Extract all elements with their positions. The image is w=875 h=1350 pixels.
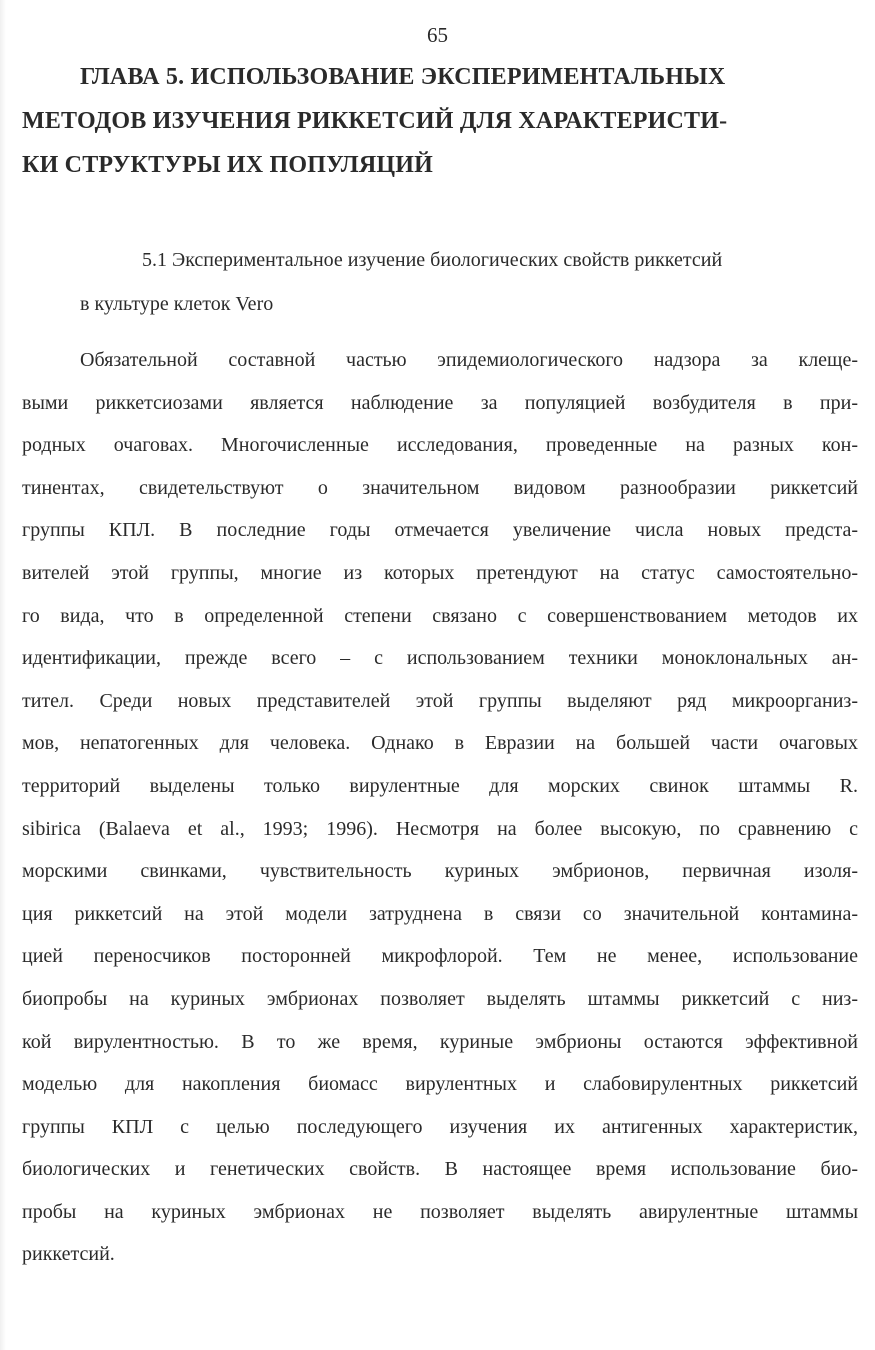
paragraph-line: пробы на куриных эмбрионах не позволяет выделять авирулентные штаммы: [22, 1200, 858, 1223]
paragraph-line: риккетсий.: [22, 1243, 115, 1266]
page-number: 65: [427, 23, 448, 47]
paragraph-line: цией переносчиков посторонней микрофлорой. Тем не менее, использование: [22, 945, 858, 968]
paragraph-line: группы КПЛ с целью последующего изучения их антигенных характеристик,: [22, 1115, 858, 1138]
paragraph-line: идентификации, прежде всего – с использованием техники моноклональных ан-: [22, 647, 858, 670]
paragraph-line: тинентах, свидетельствуют о значительном видовом разнообразии риккетсий: [22, 476, 858, 499]
paragraph-line: мов, непатогенных для человека. Однако в Евразии на большей части очаговых: [22, 732, 858, 755]
scan-edge: [0, 0, 6, 1350]
paragraph-line: sibirica (Balaeva et al., 1993; 1996). Несмотря на более высокую, по сравнению с: [22, 817, 858, 840]
chapter-title: [22, 55, 858, 187]
chapter-title-line: МЕТОДОВ ИЗУЧЕНИЯ РИККЕТСИЙ ДЛЯ ХАРАКТЕРИСТИ-: [22, 108, 728, 134]
paragraph-line: ция риккетсий на этой модели затруднена в связи со значительной контамина-: [22, 902, 858, 925]
paragraph-line: морскими свинками, чувствительность куриных эмбрионов, первичная изоля-: [22, 860, 858, 883]
paragraph-line: го вида, что в определенной степени связано с совершенствованием методов их: [22, 604, 858, 627]
body-paragraph: [22, 339, 858, 1276]
paragraph-line: моделью для накопления биомасс вирулентных и слабовирулентных риккетсий: [22, 1073, 858, 1096]
paragraph-line: тител. Среди новых представителей этой группы выделяют ряд микроорганиз-: [22, 689, 858, 712]
chapter-title-line: КИ СТРУКТУРЫ ИХ ПОПУЛЯЦИЙ: [22, 152, 434, 178]
paragraph-line: территорий выделены только вирулентные для морских свинок штаммы R.: [22, 774, 858, 797]
paragraph-line: Обязательной составной частью эпидемиологического надзора за клеще-: [80, 349, 858, 371]
paragraph-line: кой вирулентностью. В то же время, куриные эмбрионы остаются эффективной: [22, 1030, 858, 1053]
paragraph-line: выми риккетсиозами является наблюдение за популяцией возбудителя в при-: [22, 391, 858, 414]
paragraph-line: группы КПЛ. В последние годы отмечается увеличение числа новых предста-: [22, 519, 858, 542]
chapter-title-line: ГЛАВА 5. ИСПОЛЬЗОВАНИЕ ЭКСПЕРИМЕНТАЛЬНЫХ: [80, 64, 726, 90]
section-heading-line: в культуре клеток Vero: [80, 293, 274, 315]
paragraph-line: вителей этой группы, многие из которых претендуют на статус самостоятельно-: [22, 561, 858, 584]
section-heading: [22, 238, 858, 326]
paragraph-line: родных очаговах. Многочисленные исследования, проведенные на разных кон-: [22, 434, 858, 457]
paragraph-line: биопробы на куриных эмбрионах позволяет выделять штаммы риккетсий с низ-: [22, 987, 858, 1010]
paragraph-line: биологических и генетических свойств. В настоящее время использование био-: [22, 1158, 858, 1181]
section-heading-line: 5.1 Экспериментальное изучение биологических свойств риккетсий: [142, 249, 723, 271]
